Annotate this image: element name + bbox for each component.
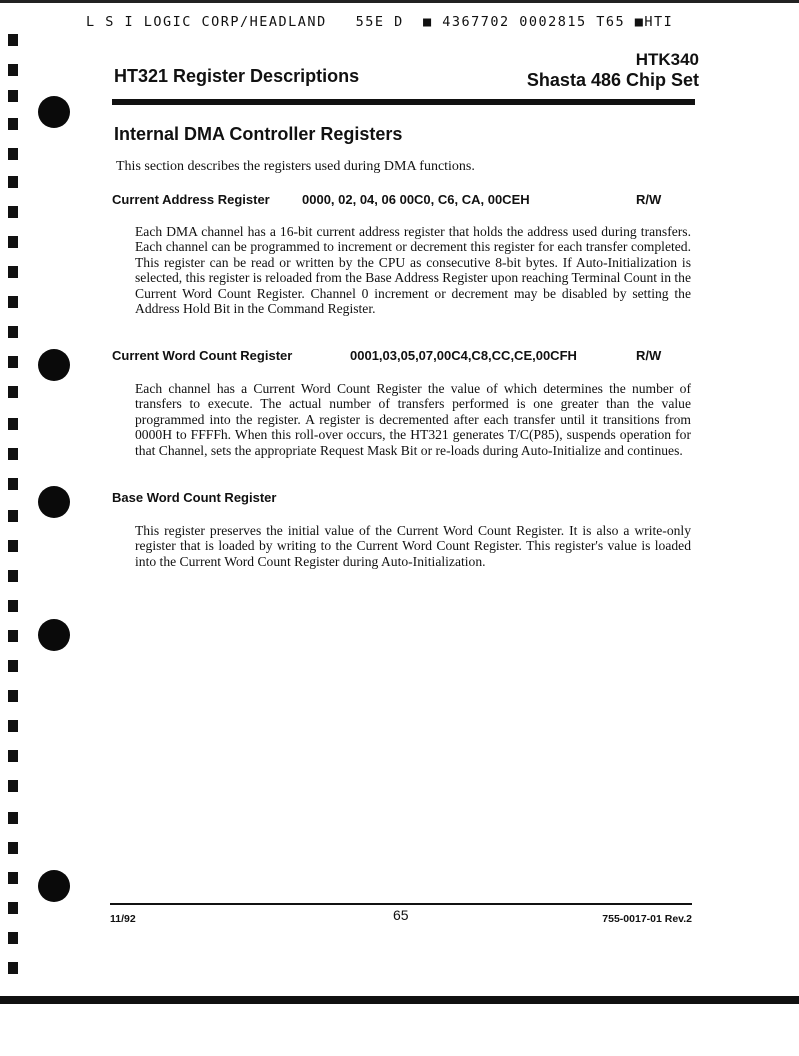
- binder-mark: [8, 148, 18, 160]
- binder-mark: [8, 266, 18, 278]
- register-name: Current Address Register: [112, 192, 270, 207]
- page-number: 65: [393, 907, 409, 923]
- register-access: R/W: [636, 192, 662, 207]
- binder-mark: [8, 750, 18, 762]
- footer-date: 11/92: [110, 913, 136, 925]
- section-title: Internal DMA Controller Registers: [114, 124, 403, 144]
- page-title: HT321 Register Descriptions: [114, 66, 360, 86]
- binder-mark: [8, 356, 18, 368]
- binder-mark: [8, 902, 18, 914]
- section-intro: This section describes the registers used during DMA functions.: [116, 159, 475, 174]
- document-number: 755-0017-01 Rev.2: [602, 913, 692, 925]
- register-heading: [112, 490, 672, 508]
- binder-mark: [8, 34, 18, 46]
- binder-mark: [8, 720, 18, 732]
- binder-mark: [8, 448, 18, 460]
- punch-hole: [38, 486, 70, 518]
- binder-mark: [8, 90, 18, 102]
- binder-mark: [8, 386, 18, 398]
- product-name: Shasta 486 Chip Set: [526, 70, 699, 90]
- scan-top-edge: [0, 0, 799, 3]
- scan-header-text: L S I LOGIC CORP/HEADLAND 55E D ■ 4367702 0002815 T65 ■HTI: [86, 14, 674, 30]
- register-heading: [112, 192, 672, 210]
- binder-mark: [8, 236, 18, 248]
- header-rule: [112, 99, 695, 105]
- binder-mark: [8, 418, 18, 430]
- binder-mark: [8, 842, 18, 854]
- binder-mark: [8, 296, 18, 308]
- binder-mark: [8, 570, 18, 582]
- binder-mark: [8, 326, 18, 338]
- product-code: HTK340: [635, 50, 699, 69]
- register-heading: [112, 348, 672, 366]
- register-name: Base Word Count Register: [112, 490, 277, 505]
- register-name: Current Word Count Register: [112, 348, 293, 363]
- punch-hole: [38, 619, 70, 651]
- binder-mark: [8, 660, 18, 672]
- register-description: This register preserves the initial value of the Current Word Count Register. It is also a write-only register that is loaded by writing to the Current Word Count Register. This register's value is loaded into the Current Word Count Register during Auto-Initialization.: [135, 523, 691, 569]
- punch-hole: [38, 349, 70, 381]
- register-description: Each channel has a Current Word Count Register the value of which determines the number of transfers to execute. The actual number of transfers performed is one greater than the value programmed into the register. A register is decremented after each transfer until it transitions from 0000H to FFFFh. When this roll-over occurs, the HT321 generates T/C(P85), suspends operation for that Channel, sets the appropriate Request Mask Bit or re-loads during Auto-Initialize and continues.: [135, 381, 691, 458]
- register-access: R/W: [636, 348, 662, 363]
- binder-mark: [8, 118, 18, 130]
- binder-mark: [8, 630, 18, 642]
- binder-mark: [8, 510, 18, 522]
- binder-mark: [8, 206, 18, 218]
- register-addresses: 0001,03,05,07,00C4,C8,CC,CE,00CFH: [350, 348, 577, 363]
- binder-mark: [8, 540, 18, 552]
- binder-mark: [8, 176, 18, 188]
- binder-mark: [8, 780, 18, 792]
- binder-mark: [8, 690, 18, 702]
- register-addresses: 0000, 02, 04, 06 00C0, C6, CA, 00CEH: [302, 192, 530, 207]
- binder-mark: [8, 812, 18, 824]
- binder-mark: [8, 872, 18, 884]
- punch-hole: [38, 96, 70, 128]
- binder-mark: [8, 478, 18, 490]
- binder-mark: [8, 962, 18, 974]
- binder-mark: [8, 64, 18, 76]
- punch-hole: [38, 870, 70, 902]
- binder-mark: [8, 600, 18, 612]
- binder-mark: [8, 932, 18, 944]
- register-description: Each DMA channel has a 16-bit current address register that holds the address used during transfers. Each channel can be programmed to increment or decrement this register for each transfer completed. This register can be read or written by the CPU as consecutive 8-bit bytes. If Auto-Initialization is selected, this register is reloaded from the Base Address Register upon reaching Terminal Count in the Current Word Count Register. Channel 0 increment or decrement may be disabled by setting the Address Hold Bit in the Command Register.: [135, 224, 691, 317]
- footer-rule: [110, 903, 692, 905]
- scan-bottom-edge: [0, 996, 799, 1004]
